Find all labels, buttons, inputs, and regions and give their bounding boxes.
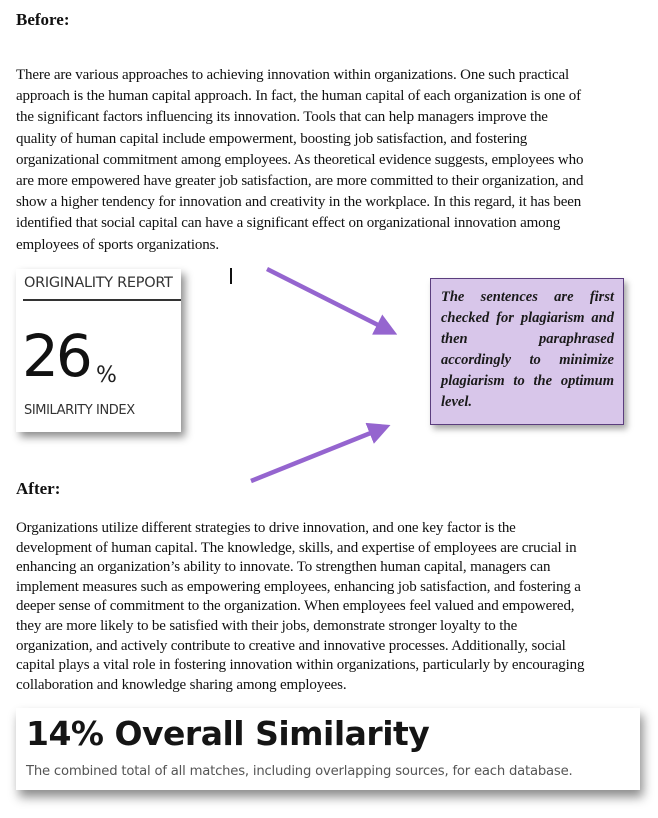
- before-line: employees of sports organizations.: [16, 236, 219, 253]
- before-line: show a higher tendency for innovation and creativity in the workplace. In this regard, it has been: [16, 194, 582, 211]
- before-line: quality of human capital include empowerment, boosting job satisfaction, and fostering: [16, 130, 528, 147]
- after-line: development of human capital. The knowledge, skills, and expertise of employees are crucial in: [16, 539, 577, 556]
- after-line: capital plays a vital role in fostering innovation within organizations, particularly by encouraging: [16, 657, 585, 674]
- before-line: organizational commitment among employees. As theoretical evidence suggests, employees who: [16, 151, 584, 168]
- note-text: The sentences are first checked for plagiarism and then paraphrased accordingly to minimize plagiarism to the optimum level.: [441, 289, 614, 410]
- arrow-down-right-icon: [267, 269, 390, 331]
- note-box: [430, 278, 624, 425]
- overall-similarity-subtitle: The combined total of all matches, including overlapping sources, for each database.: [26, 764, 573, 779]
- after-line: collaboration and knowledge sharing among employees.: [16, 676, 347, 693]
- overall-similarity-title: 14% Overall Similarity: [26, 714, 430, 753]
- text-cursor: [230, 268, 232, 284]
- similarity-index-label: SIMILARITY INDEX: [24, 403, 135, 418]
- after-line: deeper sense of commitment to the organization. When employees feel valued and empowered,: [16, 598, 575, 615]
- originality-report-card: [16, 269, 181, 432]
- similarity-percent-sign: %: [96, 363, 117, 388]
- after-line: enhancing an organization’s ability to innovate. To strengthen human capital, managers can: [16, 559, 551, 576]
- originality-report-divider: [23, 299, 181, 301]
- after-line: Organizations utilize different strategies to drive innovation, and one key factor is the: [16, 520, 516, 536]
- before-paragraph: [16, 65, 642, 256]
- before-heading: Before:: [16, 10, 70, 29]
- after-line: they are more likely to be satisfied with their jobs, demonstrate stronger loyalty to the: [16, 617, 518, 634]
- before-line: There are various approaches to achieving innovation within organizations. One such practical: [16, 67, 570, 83]
- after-line: implement measures such as empowering employees, enhancing job satisfaction, and fostering a: [16, 578, 581, 595]
- before-line: approach is the human capital approach. In fact, the human capital of each organization is one of: [16, 88, 581, 105]
- originality-report-title: ORIGINALITY REPORT: [24, 275, 173, 291]
- before-line: identified that social capital can have a significant effect on organizational innovation among: [16, 215, 561, 232]
- before-line: the significant factors influencing its innovation. Tools that can help managers improve the: [16, 109, 548, 126]
- overall-similarity-banner: [16, 708, 640, 790]
- similarity-index-value: 26: [22, 322, 90, 390]
- before-line: are more empowered have greater job satisfaction, are more committed to their organization, and: [16, 173, 584, 190]
- after-line: organization, and actively contribute to creative and innovative processes. Additionally, social: [16, 637, 566, 654]
- after-paragraph: [16, 519, 642, 695]
- after-heading: After:: [16, 479, 61, 498]
- arrow-up-right-icon: [251, 428, 383, 481]
